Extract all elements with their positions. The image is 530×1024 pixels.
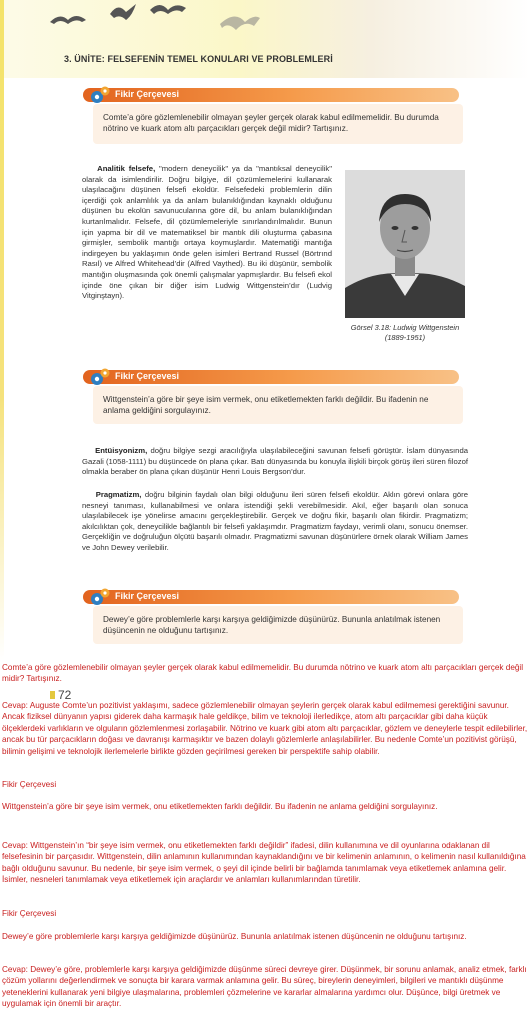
gear-icon (89, 366, 111, 388)
overlay-label-2: Fikir Çerçevesi (2, 780, 57, 789)
overlay-question-1: Comte’a göre gözlemlenebilir olmayan şeyler gerçek olarak kabul edilmemelidir. Bu durumda nötrino ve kuark atom altı parçacıkları gerçek değil midir? Tartışınız. (2, 663, 524, 684)
overlay-answer-2: Cevap: Wittgenstein’ın “bir şeye isim vermek, onu etiketlemekten farklı değildir” ifadesi, dilin kullanımına ve dil oyunlarına odaklanan dil felsefesinin bir parçasıdır. Wittgenstein, dilin anlamının kullanımından kaynaklandığını ve bir kelimenin anlamının, o kelimenin nasıl kullanıldığına bağlı olduğunu savunur. Bu nedenle, bir şeye isim vermek, o şeyi dil içinde belirli bir bağlamda tanımlamak veya etiketlemek anlamına gelir. İsimler, nesneleri tanımlamak veya etiketlemek için araçlardır ve anlamları kullanımlarından türetilir. (2, 841, 526, 885)
page-number: 72 (58, 688, 72, 702)
analitik-paragraph (82, 164, 332, 302)
fikir-label: Fikir Çerçevesi (115, 591, 180, 601)
term: Analitik felsefe, (97, 164, 156, 173)
portrait-image (345, 170, 465, 318)
fikir-label: Fikir Çerçevesi (115, 89, 180, 99)
fikir-text: Comte’a göre gözlemlenebilir olmayan şeyler gerçek olarak kabul edilmemelidir. Bu durumda nötrino ve kuark atom altı parçacıkları gerçek değil midir? Tartışınız. (93, 104, 463, 144)
bird-icon (40, 0, 260, 40)
fikir-label: Fikir Çerçevesi (115, 371, 180, 381)
overlay-answer-3: Cevap: Dewey’e göre, problemlerle karşı karşıya geldiğimizde düşünme süreci devreye girer. Düşünmek, bir sorunu anlamak, analiz etmek, farklı çözüm yollarını değerlendirmek ve sonuçta bir karara varmak anlamına gelir. Bu süreç, bireylerin deneyimleri, bilgileri ve mantıklı düşünme yeteneklerini kullanarak yeni bilgiye ulaşmalarına, problemleri çözmelerine ve kararlar almalarına yardımcı olur. Düşünce, bilgi üretmek ve uygulamak için önemli bir araçtır. (2, 965, 527, 1009)
overlay-label-3: Fikir Çerçevesi (2, 909, 57, 918)
paragraph-text: doğru bilginin faydalı olan bilgi olduğunu ileri süren felsefi ekoldür. Aklın görevi onlara göre nesneyi tanıması, kullanabilmesi ve onlara istendiği şekli verebilmesidir. Akıl, eğer başarılı olan sonuca ulaşılabilecek işe yönelirse amacını gerçekleştirebilir. Gerçek ve doğru fikir, başarılı olan fikirdir. Pragmatizm; akılcılıktan çok, deneycilikle bağlantılı bir felsefi yaklaşımdır. Pragmatizm faydayı, verimli olanı, sonucu önemser. Gerçekliğin ve doğruluğun ölçütü başarılı olmadır. Pragmatizmi savunan düşünürlere örnek olarak William James ve John Dewey verilebilir. (82, 490, 469, 552)
wittgenstein-photo (345, 170, 465, 318)
unit-title: 3. ÜNİTE: FELSEFENİN TEMEL KONULARI VE PROBLEMLERİ (64, 54, 333, 64)
pragmatizm-paragraph (82, 490, 468, 554)
overlay-question-2: Wittgenstein’a göre bir şeye isim vermek, onu etiketlemekten farklı değildir. Bu ifadenin ne anlama geldiğini sorgulayınız. (2, 802, 438, 811)
paragraph-text: "modern deneycilik" ya da "mantıksal deneycilik" olarak da isimlendirilir. Doğru bilgiye, dil çözümlemelerini kullanarak ulaşılacağını düşünen felsefi ekoldür. Felsefedeki problemlerin dilin içerdiği çok anlamlılık ya da anlam bulanıklığından kaynaklı olduğunu düşünen bu ekolün savunucularına göre dil, bu anlam bulanıklığından kurtarılmalıdır. Felsefe, dil çözümlemeleriyle sınırlandırılmalıdır. Bunun için yapma bir dil ve matematiksel bir mantık dili oluşturma çabasına girmişler, sembolik mantığı ortaya koymuşlardır. Matematiği mantığa indirgeyen bu yaklaşımın önde gelen isimleri Bertrand Russel (Börtrınd Rasıl) ve Alfred Whitehead’dir (Alfred Vaythed). Bu iki düşünür, sembolik mantığın oluşmasında çok önemli çalışmalar yapmışlardır. Bu felsefi ekol içinde öne çıkan bir diğer isim Ludwig Wittgenstein’dır (Ludvig Vitginştayn). (82, 164, 332, 301)
term: Entüisyonizm, (95, 446, 148, 455)
overlay-question-3: Dewey’e göre problemlerle karşı karşıya geldiğimizde düşünürüz. Bununla anlatılmak istenen düşüncenin ne olduğunu tartışınız. (2, 932, 467, 941)
fikir-text: Wittgenstein’a göre bir şeye isim vermek, onu etiketlemekten farklı değildir. Bu ifadenin ne anlama geldiğini sorgulayınız. (93, 386, 463, 424)
fikir-text: Dewey’e göre problemlerle karşı karşıya geldiğimizde düşünürüz. Bununla anlatılmak istenen düşüncenin ne olduğunu tartışınız. (93, 606, 463, 644)
gear-icon (89, 586, 111, 608)
photo-caption (345, 323, 465, 343)
caption-title: Görsel 3.18: Ludwig Wittgenstein (350, 323, 460, 332)
side-strip (0, 0, 4, 660)
page-number-marker (50, 691, 55, 699)
paragraph-text: doğru bilgiye sezgi aracılığıyla ulaşılabileceğini savunan felsefi görüştür. İslam dünyasında Gazali (1058-1111) bu düşüncede ön plana çıkar. Batı dünyasında bu konuyla ilişkili birçok görüş ileri süren filozof olmakla beraber ön plana çıkan düşünür Henri Louis Bergson’dur. (82, 446, 468, 477)
gear-icon (89, 84, 111, 106)
caption-years: (1889-1951) (384, 333, 426, 342)
term: Pragmatizm, (95, 490, 142, 499)
entuisyonizm-paragraph (82, 446, 468, 478)
overlay-answer-1: Cevap: Auguste Comte’un pozitivist yaklaşımı, sadece gözlemlenebilir olmayan şeylerin gerçek olarak kabul edilmemesi gerektiğini savunur. Ancak fiziksel dünyanın yapısı giderek daha karmaşık hale geldikçe, bilim ve teknoloji ilerledikçe, atom altı parçacıklar gibi daha küçük ölçeklerdeki varlıkların ve olguların gözlemlenmesi zorlaşabilir. Nötrino ve kuark gibi atom altı parçacıklar, gözlem ve deneylerle tespit edilebilirler, ancak bu tür parçacıkların doğası ve davranışı karmaşıktır ve bazen dolaylı gözlemlerle anlaşılabilirler. Bu nedenle Comte’un pozitivist görüşü, bilimin gelişimi ve teknolojik ilerlemelerle birlikte gözden geçirilmesi gereken bir perspektife sahip olabilir. (2, 701, 528, 756)
